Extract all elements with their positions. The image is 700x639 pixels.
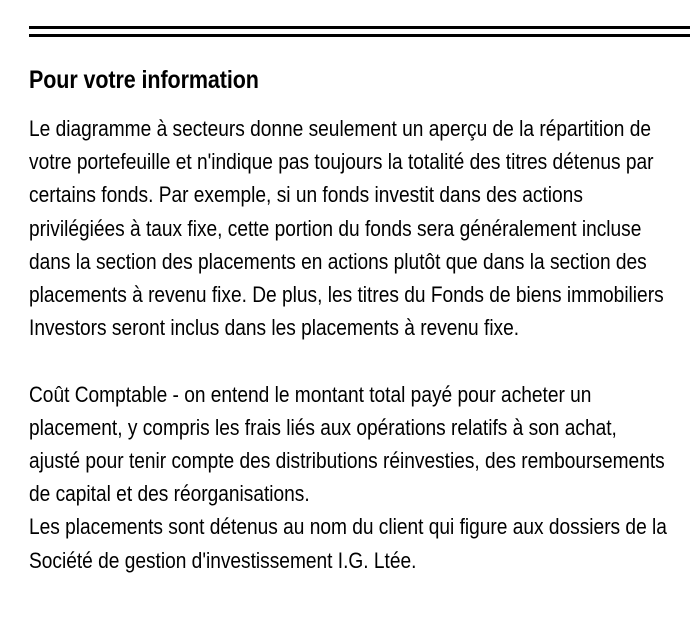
paragraph-placements-detenus: Les placements sont détenus au nom du client qui figure aux dossiers de la Société de gestion d'investissement I.G. Ltée. — [29, 514, 667, 573]
paragraph-spacer — [29, 344, 671, 377]
header-double-rule — [29, 26, 690, 37]
top-rule-lower — [29, 34, 690, 37]
paragraph-intro: Le diagramme à secteurs donne seulement un aperçu de la répartition de votre portefeuille et n'indique pas toujours la totalité des titres détenus par certains fonds. Par exemple, si un fonds investit dans des actions privilégiées à taux fixe, cette portion du fonds sera généralement incluse dans la section des placements en actions plutôt que dans la section des placements à revenu fixe. De plus, les titres du Fonds de biens immobiliers Investors seront inclus dans les placements à revenu fixe. — [29, 116, 664, 341]
document-body — [29, 112, 671, 577]
page-title: Pour votre information — [29, 65, 259, 94]
paragraph-cout-comptable: Coût Comptable - on entend le montant total payé pour acheter un placement, y compris les frais liés aux opérations relatifs à son achat, ajusté pour tenir compte des distributions réinvesties, des remboursements de capital et des réorganisations. — [29, 381, 665, 507]
